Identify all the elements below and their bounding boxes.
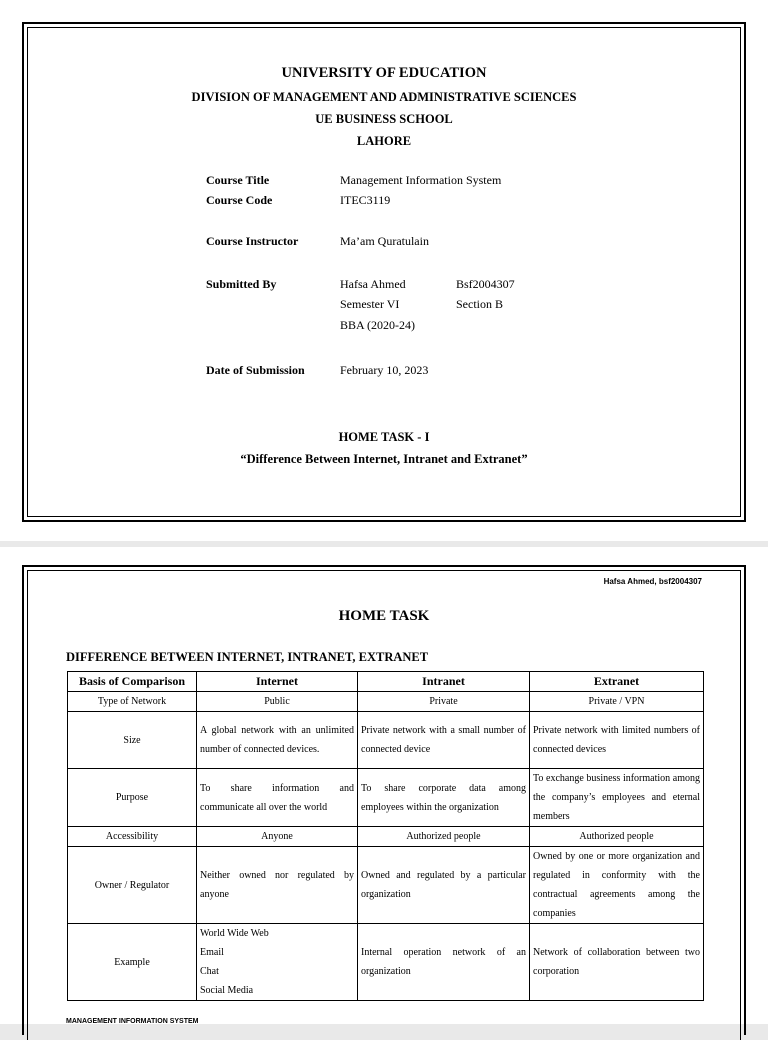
basis-cell: Owner / Regulator bbox=[68, 847, 197, 924]
internet-cell bbox=[197, 924, 358, 1001]
basis-cell: Type of Network bbox=[68, 692, 197, 712]
extranet-cell: Network of collaboration between two corporation bbox=[530, 924, 704, 1001]
list-item: Email bbox=[200, 947, 224, 958]
comparison-table bbox=[67, 671, 704, 1001]
intranet-cell: Owned and regulated by a particular organization bbox=[358, 847, 530, 924]
basis-cell: Example bbox=[68, 924, 197, 1001]
basis-cell: Size bbox=[68, 712, 197, 769]
intranet-cell: Private bbox=[358, 692, 530, 712]
instructor-label: Course Instructor bbox=[206, 234, 299, 248]
instructor-value: Ma’am Quratulain bbox=[340, 234, 429, 248]
course-title-label: Course Title bbox=[206, 173, 270, 187]
submitted-by-label: Submitted By bbox=[206, 277, 277, 291]
table-row bbox=[68, 769, 704, 827]
table-row bbox=[68, 924, 704, 1001]
page-title: HOME TASK bbox=[338, 608, 430, 624]
section: Section B bbox=[456, 297, 503, 311]
course-code-label: Course Code bbox=[206, 193, 273, 207]
page-footer: MANAGEMENT INFORMATION SYSTEM bbox=[66, 1018, 199, 1025]
intranet-cell: Authorized people bbox=[358, 827, 530, 847]
task-subtitle: “Difference Between Internet, Intranet and Extranet” bbox=[240, 452, 528, 466]
internet-cell: Anyone bbox=[197, 827, 358, 847]
program: BBA (2020-24) bbox=[340, 318, 415, 332]
column-header: Extranet bbox=[530, 672, 704, 692]
table-row bbox=[68, 847, 704, 924]
semester: Semester VI bbox=[340, 297, 400, 311]
internet-cell: Public bbox=[197, 692, 358, 712]
student-id: Bsf2004307 bbox=[456, 277, 515, 291]
city-name: LAHORE bbox=[356, 134, 412, 148]
intranet-cell: Internal operation network of an organization bbox=[358, 924, 530, 1001]
table-header-row bbox=[68, 672, 704, 692]
date-label: Date of Submission bbox=[206, 363, 305, 377]
division-name: DIVISION OF MANAGEMENT AND ADMINISTRATIVE SCIENCES bbox=[191, 90, 577, 104]
column-header: Intranet bbox=[358, 672, 530, 692]
table-row bbox=[68, 712, 704, 769]
internet-cell: To share information and communicate all over the world bbox=[197, 769, 358, 827]
task-title: HOME TASK - I bbox=[338, 430, 430, 444]
intranet-cell: Private network with a small number of connected device bbox=[358, 712, 530, 769]
course-title-value: Management Information System bbox=[340, 173, 502, 187]
table-row bbox=[68, 692, 704, 712]
list-item: Social Media bbox=[200, 985, 254, 996]
extranet-cell: Private network with limited numbers of connected devices bbox=[530, 712, 704, 769]
home-task-page bbox=[0, 547, 768, 1024]
internet-cell: A global network with an unlimited number of connected devices. bbox=[197, 712, 358, 769]
column-header: Internet bbox=[197, 672, 358, 692]
table-row bbox=[68, 827, 704, 847]
extranet-cell: Private / VPN bbox=[530, 692, 704, 712]
extranet-cell: Owned by one or more organization and regulated in conformity with the contractual agreements among the companies bbox=[530, 847, 704, 924]
date-value: February 10, 2023 bbox=[340, 363, 429, 377]
page-header: Hafsa Ahmed, bsf2004307 bbox=[603, 577, 702, 586]
student-name: Hafsa Ahmed bbox=[340, 277, 406, 291]
basis-cell: Accessibility bbox=[68, 827, 197, 847]
column-header: Basis of Comparison bbox=[68, 672, 197, 692]
list-item: World Wide Web bbox=[200, 928, 269, 939]
list-item: Chat bbox=[200, 966, 219, 977]
extranet-cell: Authorized people bbox=[530, 827, 704, 847]
extranet-cell: To exchange business information among the company’s employees and eternal members bbox=[530, 769, 704, 827]
basis-cell: Purpose bbox=[68, 769, 197, 827]
school-name: UE BUSINESS SCHOOL bbox=[315, 112, 453, 126]
internet-cell: Neither owned nor regulated by anyone bbox=[197, 847, 358, 924]
course-code-value: ITEC3119 bbox=[340, 193, 391, 207]
university-name: UNIVERSITY OF EDUCATION bbox=[281, 65, 487, 81]
section-heading: DIFFERENCE BETWEEN INTERNET, INTRANET, EXTRANET bbox=[66, 650, 429, 664]
intranet-cell: To share corporate data among employees within the organization bbox=[358, 769, 530, 827]
